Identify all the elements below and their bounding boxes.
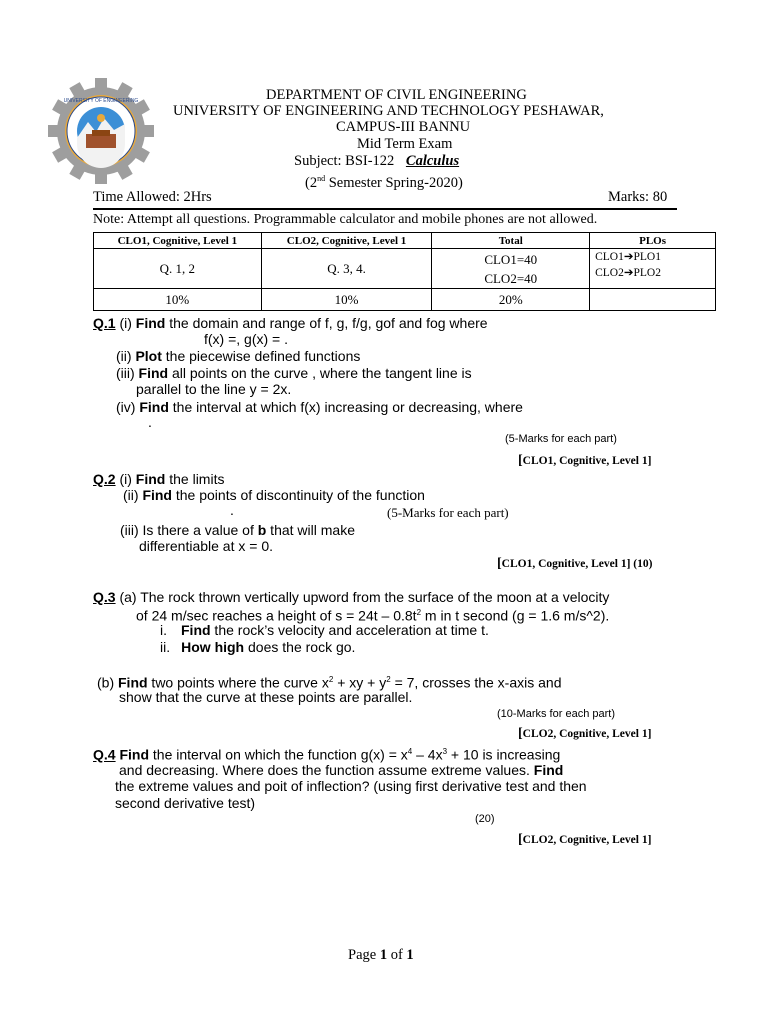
q1-ii-prefix: (ii)	[116, 348, 136, 364]
semester-sup: nd	[317, 174, 326, 183]
q4-text-1: the interval on which the function g(x) = x	[149, 746, 408, 763]
q2-iii-prefix: (iii) Is there a value of	[120, 522, 258, 538]
q3-b-end: = 7, crosses the x-axis and	[390, 674, 562, 691]
university-name: UNIVERSITY OF ENGINEERING AND TECHNOLOGY PESHAWAR,	[173, 103, 604, 119]
q1-line-i	[93, 315, 488, 331]
q2-marks: (5-Marks for each part)	[387, 505, 509, 520]
total-header: Total	[432, 233, 590, 249]
q4-line-3: the extreme values and poit of inflection? (using first derivative test and then	[115, 778, 587, 794]
q3-a-cont-2: m in t second (g = 1.6 m/s^2).	[421, 607, 610, 624]
page-current: 1	[379, 947, 388, 963]
q3-ii-num: ii.	[160, 639, 171, 655]
department-title: DEPARTMENT OF CIVIL ENGINEERING	[266, 87, 527, 103]
q1-iv-find: Find	[139, 399, 169, 415]
q3-b-sup2: 2	[386, 675, 391, 684]
plos-header: PLOs	[590, 233, 716, 249]
q4-marks: (20)	[475, 813, 495, 825]
clo1-header: CLO1, Cognitive, Level 1	[94, 233, 262, 249]
total-clo2: CLO2=40	[484, 270, 538, 286]
q4-text-2: – 4x	[412, 746, 443, 763]
total-cell	[432, 249, 590, 289]
q3-line-a	[93, 589, 609, 605]
exam-note: Note: Attempt all questions. Programmable calculator and mobile phones are not allowed.	[93, 212, 598, 227]
time-allowed: Time Allowed: 2Hrs	[93, 189, 212, 205]
q3-a-continuation	[136, 605, 609, 624]
q4-line-4: second derivative test)	[115, 795, 256, 811]
page-mid: of	[387, 947, 407, 963]
q4-find-2: Find	[533, 762, 564, 778]
q3-b-sup1: 2	[328, 675, 334, 684]
clo1-questions: Q. 1, 2	[94, 249, 262, 289]
q3-b-text: two points where the curve x	[147, 674, 329, 691]
campus-name: CAMPUS-III BANNU	[336, 119, 471, 135]
q3-find: Find	[181, 622, 211, 638]
q3-b-find: Find	[118, 674, 148, 691]
q4-line-2	[119, 762, 563, 778]
q1-plot: Plot	[135, 348, 162, 364]
total-marks: Marks: 80	[608, 189, 668, 205]
q2-iii-continuation: differentiable at x = 0.	[139, 538, 273, 554]
q2-clo-text: CLO1, Cognitive, Level 1	[501, 558, 627, 570]
q1-functions: f(x) =, g(x) = .	[204, 331, 289, 347]
q1-i-text: the domain and range of f, g, f/g, gof and fog where	[165, 315, 488, 331]
q2-iii-text: that will make	[266, 522, 355, 538]
total-weight: 20%	[432, 289, 590, 311]
clo2-weight: 10%	[261, 289, 432, 311]
svg-text:UNIVERSITY OF ENGINEERING: UNIVERSITY OF ENGINEERING	[63, 98, 139, 104]
q3-b-prefix: (b)	[97, 674, 118, 691]
q3-line-ii	[160, 639, 355, 655]
q4-clo-text: CLO2, Cognitive, Level 1	[522, 834, 648, 846]
q3-clo: [CLO2, Cognitive, Level 1]	[518, 726, 652, 741]
plo-weight	[590, 289, 716, 311]
q1-iii-text: all points on the curve , where the tangent line is	[168, 365, 472, 381]
q1-clo-text: CLO1, Cognitive, Level 1	[522, 455, 648, 467]
q4-line-1	[93, 744, 560, 763]
q2-ii-text: the points of discontinuity of the function	[171, 487, 425, 503]
semester-line	[305, 171, 463, 191]
q1-line-iv	[116, 399, 523, 415]
q2-find: Find	[135, 471, 166, 487]
q1-clo: [CLO1, Cognitive, Level 1]	[518, 453, 652, 468]
page-total: 1	[406, 947, 414, 963]
q1-iii-continuation: parallel to the line y = 2x.	[136, 381, 292, 397]
q2-clo: [CLO1, Cognitive, Level 1] (10)	[497, 556, 653, 571]
q3-clo-text: CLO2, Cognitive, Level 1	[522, 728, 648, 740]
q4-find: Find	[119, 746, 150, 763]
q1-i-prefix: (i)	[115, 315, 136, 331]
q1-iv-text: the interval at which f(x) increasing or decreasing, where	[168, 399, 523, 415]
q1-iii-find: Find	[138, 365, 169, 381]
plo-mapping-1: CLO1➔PLO1	[595, 251, 661, 263]
q2-line-i	[93, 471, 224, 487]
q3-i-num: i.	[160, 622, 167, 638]
page-prefix: Page	[348, 947, 380, 963]
subject-code: Subject: BSI-122	[294, 153, 395, 169]
clo2-header: CLO2, Cognitive, Level 1	[261, 233, 432, 249]
q4-number: Q.4	[93, 746, 116, 763]
q2-i-prefix: (i)	[115, 471, 136, 487]
q3-a-text: (a) The rock thrown vertically upword from the surface of the moon at a velocity	[115, 589, 610, 605]
subject-name: Calculus	[405, 153, 460, 169]
q1-line-ii	[116, 348, 360, 364]
total-clo1: CLO1=40	[484, 251, 538, 267]
q3-b-continuation: show that the curve at these points are parallel.	[119, 689, 413, 705]
semester-rest: Semester Spring-2020)	[325, 174, 463, 191]
q3-number: Q.3	[93, 589, 116, 605]
q3-i-text: the rock’s velocity and acceleration at time t.	[210, 622, 489, 638]
q1-iii-prefix: (iii)	[116, 365, 139, 381]
plo-cell	[590, 249, 716, 289]
subject-line	[294, 154, 459, 169]
q1-marks: (5-Marks for each part)	[505, 433, 617, 445]
clo2-questions: Q. 3, 4.	[261, 249, 432, 289]
q4-sup1: 4	[407, 747, 413, 756]
q3-how-high: How high	[181, 639, 245, 655]
q3-a-sup: 2	[416, 608, 422, 617]
q2-line-ii	[123, 487, 425, 503]
q2-ii-find: Find	[142, 487, 172, 503]
header-divider	[93, 208, 677, 210]
q1-number: Q.1	[93, 315, 116, 331]
q1-iv-prefix: (iv)	[116, 399, 140, 415]
q3-line-i	[160, 622, 489, 638]
q1-line-iii	[116, 365, 472, 381]
q3-line-b	[97, 672, 562, 691]
q2-number: Q.2	[93, 471, 116, 487]
page-number	[348, 948, 414, 963]
q3-a-cont-1: of 24 m/sec reaches a height of s = 24t – 0.8t	[136, 607, 417, 624]
semester-open: (2	[305, 174, 318, 191]
q2-dot: .	[230, 502, 234, 518]
q4-clo: [CLO2, Cognitive, Level 1]	[518, 832, 652, 847]
q4-line2-text: and decreasing. Where does the function assume extreme values.	[119, 762, 534, 778]
q2-i-text: the limits	[165, 471, 225, 487]
q3-ii-text: does the rock go.	[244, 639, 356, 655]
q1-find: Find	[135, 315, 166, 331]
q1-dot: .	[148, 414, 152, 430]
q4-text-3: + 10 is increasing	[447, 746, 561, 763]
q2-b: b	[257, 522, 267, 538]
q1-ii-text: the piecewise defined functions	[161, 348, 361, 364]
q2-ii-prefix: (ii)	[123, 487, 143, 503]
q3-marks: (10-Marks for each part)	[497, 708, 615, 720]
q2-line-iii	[120, 522, 355, 538]
clo-table	[93, 232, 716, 311]
exam-title: Mid Term Exam	[357, 136, 453, 152]
q3-b-mid: + xy + y	[333, 674, 387, 691]
q4-sup2: 3	[442, 747, 448, 756]
clo1-weight: 10%	[94, 289, 262, 311]
plo-mapping-2: CLO2➔PLO2	[595, 267, 661, 279]
q2-clo-marks: (10)	[630, 558, 653, 570]
university-logo	[48, 78, 154, 184]
